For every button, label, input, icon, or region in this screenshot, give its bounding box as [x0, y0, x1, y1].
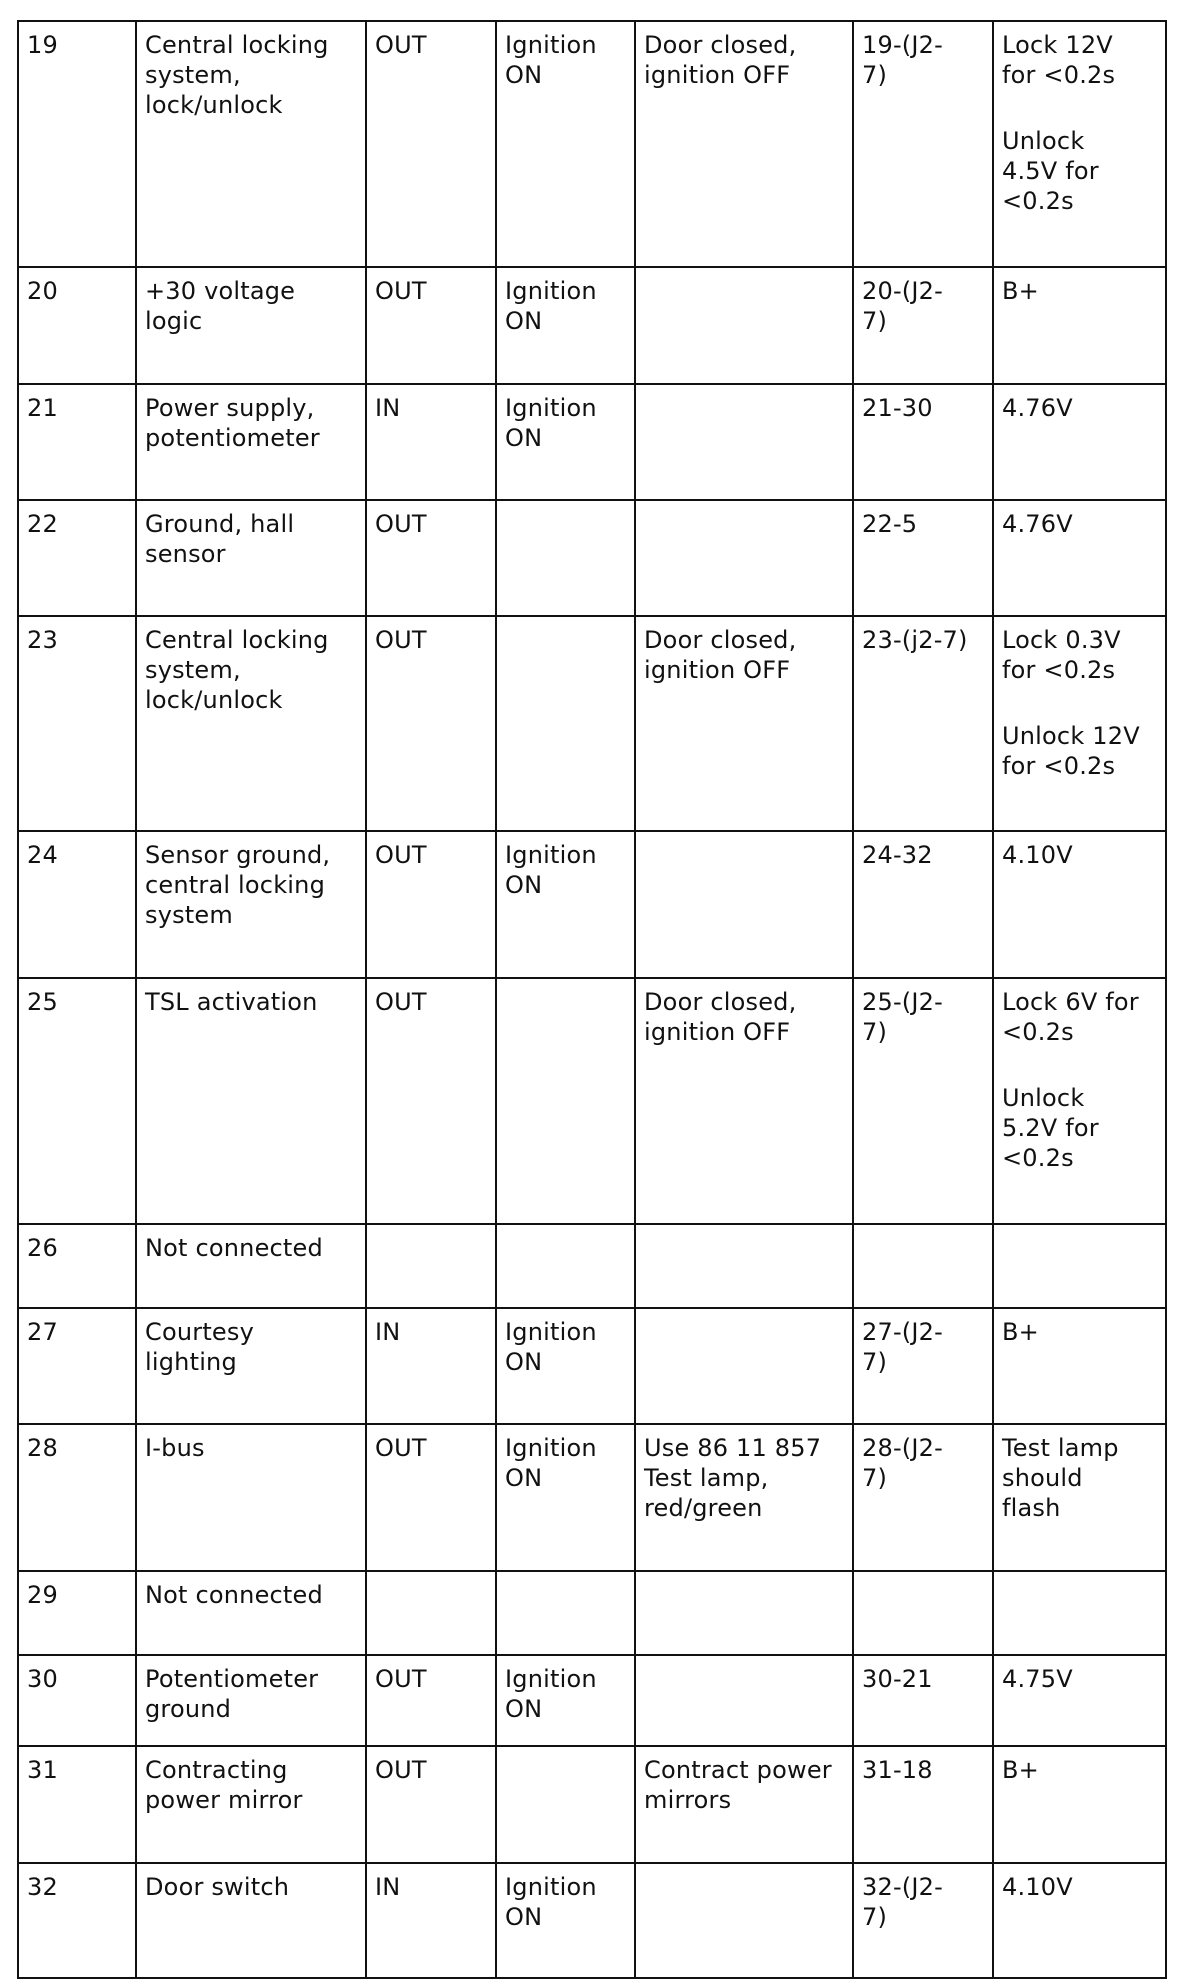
pin-number: 32 — [27, 1873, 58, 1901]
value-text-line: Unlock — [1002, 1084, 1085, 1112]
value-cell — [993, 1655, 1166, 1746]
condition-cell — [496, 267, 635, 384]
condition-cell — [496, 1863, 635, 1978]
table-row — [18, 1655, 1166, 1746]
value-cell — [993, 500, 1166, 616]
value-text-line: B+ — [1002, 1756, 1039, 1784]
paragraph-gap — [1002, 90, 1157, 126]
table-row — [18, 1746, 1166, 1863]
measure-cell — [853, 978, 993, 1224]
pin-cell — [18, 1655, 136, 1746]
function-cell — [136, 1224, 366, 1308]
io-cell — [366, 267, 496, 384]
function-text-line: central locking — [145, 871, 326, 899]
io-cell — [366, 1746, 496, 1863]
measure-cell — [853, 1863, 993, 1978]
measure-text-line: 19-(J2- — [862, 31, 943, 59]
condition-cell — [496, 616, 635, 831]
function-text-line: system, — [145, 61, 241, 89]
table-row — [18, 384, 1166, 500]
condition-text-line: Ignition — [505, 31, 597, 59]
function-cell — [136, 1308, 366, 1424]
value-text-line: 4.76V — [1002, 510, 1073, 538]
io-text-line: IN — [375, 394, 401, 422]
table-row — [18, 1424, 1166, 1571]
function-text-line: sensor — [145, 540, 226, 568]
value-text-line: Lock 6V for — [1002, 988, 1139, 1016]
function-cell — [136, 616, 366, 831]
value-cell — [993, 384, 1166, 500]
measure-text-line: 7) — [862, 1348, 888, 1376]
pin-cell — [18, 978, 136, 1224]
condition-text-line: Ignition — [505, 1665, 597, 1693]
pin-number: 22 — [27, 510, 58, 538]
measure-cell — [853, 384, 993, 500]
io-cell — [366, 1424, 496, 1571]
measure-text-line: 31-18 — [862, 1756, 933, 1784]
io-cell — [366, 1224, 496, 1308]
function-text-line: system, — [145, 656, 241, 684]
condition-text-line: ON — [505, 61, 543, 89]
pin-cell — [18, 831, 136, 978]
pin-cell — [18, 21, 136, 267]
function-text-line: Central locking — [145, 31, 329, 59]
value-text-line: Lock 0.3V — [1002, 626, 1121, 654]
condition-cell — [496, 384, 635, 500]
function-cell — [136, 267, 366, 384]
test-condition-cell — [635, 267, 853, 384]
paragraph-gap — [1002, 685, 1157, 721]
measure-text-line: 7) — [862, 1903, 888, 1931]
measure-cell — [853, 21, 993, 267]
test-condition-cell — [635, 1424, 853, 1571]
condition-text-line: ON — [505, 307, 543, 335]
function-text-line: lock/unlock — [145, 91, 283, 119]
measure-text-line: 7) — [862, 1464, 888, 1492]
table-row — [18, 21, 1166, 267]
value-text-line: Test lamp — [1002, 1434, 1119, 1462]
value-text-line: for <0.2s — [1002, 61, 1116, 89]
measure-cell — [853, 267, 993, 384]
test-condition-cell — [635, 384, 853, 500]
function-text-line: Door switch — [145, 1873, 290, 1901]
value-text-line: 4.75V — [1002, 1665, 1073, 1693]
pin-assignment-table — [17, 20, 1167, 1979]
function-cell — [136, 1863, 366, 1978]
pin-cell — [18, 1863, 136, 1978]
value-text-line: 4.10V — [1002, 1873, 1073, 1901]
measure-cell — [853, 1424, 993, 1571]
io-cell — [366, 1308, 496, 1424]
value-text-line: <0.2s — [1002, 187, 1074, 215]
pin-cell — [18, 1746, 136, 1863]
test-condition-text-line: Door closed, — [644, 988, 797, 1016]
condition-text-line: ON — [505, 1464, 543, 1492]
condition-text-line: ON — [505, 1695, 543, 1723]
value-cell — [993, 267, 1166, 384]
pin-cell — [18, 500, 136, 616]
function-cell — [136, 1571, 366, 1655]
condition-text-line: Ignition — [505, 277, 597, 305]
condition-cell — [496, 831, 635, 978]
io-text-line: OUT — [375, 277, 427, 305]
condition-cell — [496, 500, 635, 616]
function-cell — [136, 831, 366, 978]
io-cell — [366, 1863, 496, 1978]
table-row — [18, 978, 1166, 1224]
pin-cell — [18, 267, 136, 384]
pin-number: 27 — [27, 1318, 58, 1346]
function-text-line: Central locking — [145, 626, 329, 654]
condition-cell — [496, 21, 635, 267]
value-cell — [993, 978, 1166, 1224]
test-condition-text-line: ignition OFF — [644, 656, 791, 684]
measure-text-line: 28-(J2- — [862, 1434, 943, 1462]
function-text-line: +30 voltage — [145, 277, 296, 305]
test-condition-cell — [635, 1746, 853, 1863]
pin-number: 23 — [27, 626, 58, 654]
measure-text-line: 23-(j2-7) — [862, 626, 968, 654]
condition-text-line: Ignition — [505, 1434, 597, 1462]
test-condition-cell — [635, 1863, 853, 1978]
condition-cell — [496, 1746, 635, 1863]
function-text-line: Not connected — [145, 1581, 323, 1609]
table-row — [18, 1224, 1166, 1308]
function-text-line: Power supply, — [145, 394, 315, 422]
measure-text-line: 20-(J2- — [862, 277, 943, 305]
pin-cell — [18, 1308, 136, 1424]
io-cell — [366, 831, 496, 978]
pin-number: 20 — [27, 277, 58, 305]
pin-number: 28 — [27, 1434, 58, 1462]
measure-text-line: 25-(J2- — [862, 988, 943, 1016]
pin-number: 31 — [27, 1756, 58, 1784]
value-cell — [993, 21, 1166, 267]
pin-number: 21 — [27, 394, 58, 422]
value-text-line: B+ — [1002, 1318, 1039, 1346]
io-text-line: OUT — [375, 841, 427, 869]
test-condition-text-line: red/green — [644, 1494, 763, 1522]
test-condition-cell — [635, 616, 853, 831]
io-text-line: OUT — [375, 510, 427, 538]
value-cell — [993, 831, 1166, 978]
value-cell — [993, 1224, 1166, 1308]
function-text-line: Potentiometer — [145, 1665, 319, 1693]
function-text-line: potentiometer — [145, 424, 320, 452]
function-text-line: I-bus — [145, 1434, 205, 1462]
value-text-line: Lock 12V — [1002, 31, 1113, 59]
io-cell — [366, 500, 496, 616]
condition-cell — [496, 978, 635, 1224]
test-condition-cell — [635, 500, 853, 616]
table-row — [18, 616, 1166, 831]
value-text-line: for <0.2s — [1002, 752, 1116, 780]
io-cell — [366, 21, 496, 267]
value-text-line: Unlock 12V — [1002, 722, 1140, 750]
test-condition-cell — [635, 1571, 853, 1655]
io-cell — [366, 616, 496, 831]
table-row — [18, 267, 1166, 384]
measure-text-line: 22-5 — [862, 510, 918, 538]
value-text-line: 5.2V for — [1002, 1114, 1099, 1142]
io-cell — [366, 1655, 496, 1746]
value-cell — [993, 1863, 1166, 1978]
measure-cell — [853, 616, 993, 831]
function-text-line: system — [145, 901, 233, 929]
value-cell — [993, 1571, 1166, 1655]
function-text-line: ground — [145, 1695, 232, 1723]
io-text-line: OUT — [375, 1756, 427, 1784]
test-condition-text-line: Door closed, — [644, 626, 797, 654]
test-condition-text-line: Test lamp, — [644, 1464, 769, 1492]
measure-cell — [853, 500, 993, 616]
io-cell — [366, 978, 496, 1224]
condition-cell — [496, 1424, 635, 1571]
io-text-line: OUT — [375, 1434, 427, 1462]
test-condition-cell — [635, 831, 853, 978]
test-condition-cell — [635, 1224, 853, 1308]
paragraph-gap — [1002, 1047, 1157, 1083]
io-cell — [366, 1571, 496, 1655]
condition-cell — [496, 1224, 635, 1308]
function-text-line: Sensor ground, — [145, 841, 331, 869]
test-condition-cell — [635, 1655, 853, 1746]
function-cell — [136, 1655, 366, 1746]
condition-cell — [496, 1571, 635, 1655]
measure-text-line: 27-(J2- — [862, 1318, 943, 1346]
value-text-line: B+ — [1002, 277, 1039, 305]
condition-text-line: Ignition — [505, 1873, 597, 1901]
value-text-line: flash — [1002, 1494, 1061, 1522]
test-condition-text-line: ignition OFF — [644, 61, 791, 89]
table-row — [18, 1571, 1166, 1655]
io-text-line: OUT — [375, 988, 427, 1016]
measure-text-line: 21-30 — [862, 394, 933, 422]
function-cell — [136, 21, 366, 267]
function-text-line: Not connected — [145, 1234, 323, 1262]
function-cell — [136, 1424, 366, 1571]
measure-text-line: 7) — [862, 307, 888, 335]
value-text-line: 4.76V — [1002, 394, 1073, 422]
test-condition-cell — [635, 21, 853, 267]
io-text-line: OUT — [375, 31, 427, 59]
value-text-line: for <0.2s — [1002, 656, 1116, 684]
value-text-line: should — [1002, 1464, 1083, 1492]
io-text-line: IN — [375, 1873, 401, 1901]
value-text-line: <0.2s — [1002, 1144, 1074, 1172]
measure-cell — [853, 1224, 993, 1308]
condition-text-line: ON — [505, 424, 543, 452]
function-cell — [136, 500, 366, 616]
measure-cell — [853, 1746, 993, 1863]
condition-cell — [496, 1308, 635, 1424]
pin-cell — [18, 384, 136, 500]
table-row — [18, 1863, 1166, 1978]
condition-text-line: ON — [505, 1903, 543, 1931]
condition-text-line: ON — [505, 1348, 543, 1376]
condition-text-line: ON — [505, 871, 543, 899]
pin-number: 29 — [27, 1581, 58, 1609]
condition-cell — [496, 1655, 635, 1746]
function-text-line: Ground, hall — [145, 510, 295, 538]
pin-number: 24 — [27, 841, 58, 869]
measure-text-line: 30-21 — [862, 1665, 933, 1693]
table-body — [18, 21, 1166, 1978]
table-row — [18, 500, 1166, 616]
test-condition-cell — [635, 978, 853, 1224]
measure-cell — [853, 1308, 993, 1424]
condition-text-line: Ignition — [505, 841, 597, 869]
pin-number: 30 — [27, 1665, 58, 1693]
function-cell — [136, 978, 366, 1224]
condition-text-line: Ignition — [505, 1318, 597, 1346]
value-text-line: 4.10V — [1002, 841, 1073, 869]
value-cell — [993, 616, 1166, 831]
value-cell — [993, 1424, 1166, 1571]
test-condition-text-line: Use 86 11 857 — [644, 1434, 822, 1462]
test-condition-text-line: ignition OFF — [644, 1018, 791, 1046]
measure-text-line: 7) — [862, 61, 888, 89]
value-cell — [993, 1746, 1166, 1863]
pin-number: 19 — [27, 31, 58, 59]
table-row — [18, 831, 1166, 978]
pin-cell — [18, 1224, 136, 1308]
function-cell — [136, 1746, 366, 1863]
table-row — [18, 1308, 1166, 1424]
measure-cell — [853, 1655, 993, 1746]
pin-cell — [18, 616, 136, 831]
measure-text-line: 24-32 — [862, 841, 933, 869]
condition-text-line: Ignition — [505, 394, 597, 422]
value-text-line: 4.5V for — [1002, 157, 1099, 185]
function-text-line: TSL activation — [145, 988, 318, 1016]
value-text-line: <0.2s — [1002, 1018, 1074, 1046]
value-cell — [993, 1308, 1166, 1424]
test-condition-text-line: mirrors — [644, 1786, 732, 1814]
io-cell — [366, 384, 496, 500]
function-text-line: Courtesy — [145, 1318, 255, 1346]
function-text-line: Contracting — [145, 1756, 288, 1784]
function-text-line: lock/unlock — [145, 686, 283, 714]
io-text-line: OUT — [375, 1665, 427, 1693]
measure-text-line: 32-(J2- — [862, 1873, 943, 1901]
function-cell — [136, 384, 366, 500]
io-text-line: IN — [375, 1318, 401, 1346]
pin-cell — [18, 1571, 136, 1655]
pin-cell — [18, 1424, 136, 1571]
measure-cell — [853, 831, 993, 978]
value-text-line: Unlock — [1002, 127, 1085, 155]
function-text-line: lighting — [145, 1348, 237, 1376]
function-text-line: power mirror — [145, 1786, 303, 1814]
pin-number: 26 — [27, 1234, 58, 1262]
pin-number: 25 — [27, 988, 58, 1016]
io-text-line: OUT — [375, 626, 427, 654]
test-condition-text-line: Door closed, — [644, 31, 797, 59]
function-text-line: logic — [145, 307, 203, 335]
test-condition-cell — [635, 1308, 853, 1424]
test-condition-text-line: Contract power — [644, 1756, 832, 1784]
measure-text-line: 7) — [862, 1018, 888, 1046]
measure-cell — [853, 1571, 993, 1655]
